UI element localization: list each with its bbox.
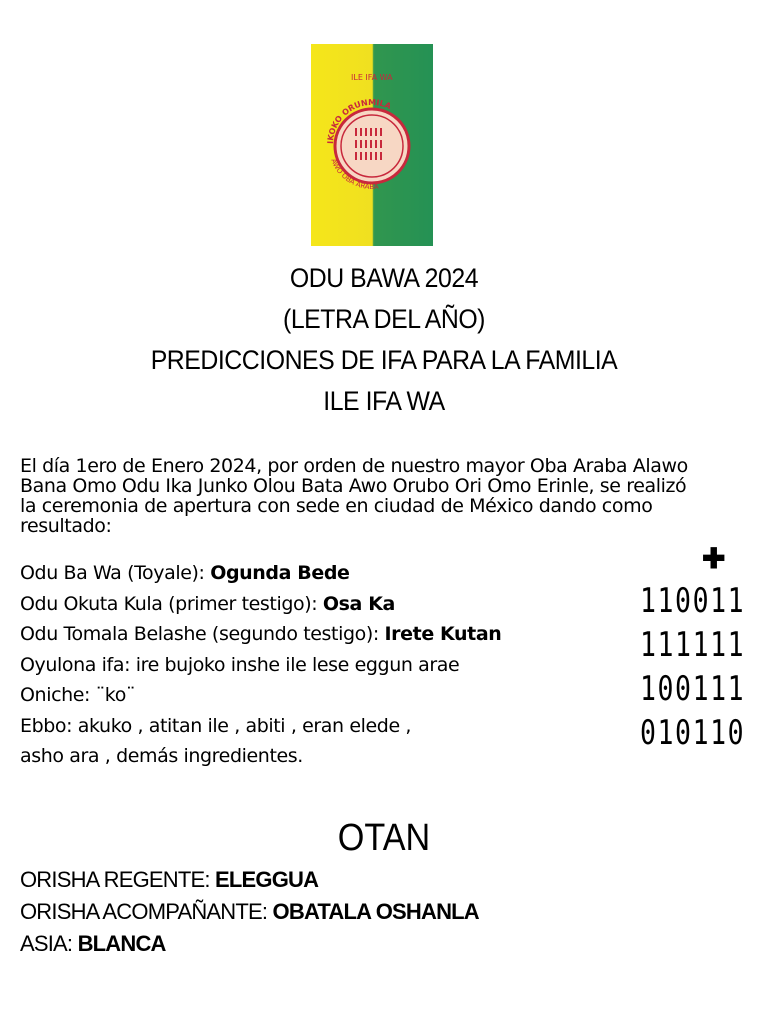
document-title	[31, 258, 738, 422]
otan-details	[20, 866, 720, 962]
intro-paragraph	[20, 456, 750, 536]
logo-arc-bottom-text: AWO OBA ARABA	[329, 157, 379, 192]
otan-heading: OTAN	[337, 817, 431, 859]
tomala-value: Irete Kutan	[384, 623, 502, 645]
odu-mark-row: 100111	[640, 669, 746, 709]
tomala-label: Odu Tomala Belashe (segundo testigo):	[20, 623, 385, 645]
acompanante-label: ORISHA ACOMPAÑANTE:	[20, 899, 273, 924]
odu-ba-wa-label: Odu Ba Wa (Toyale):	[20, 562, 211, 584]
asia-value: BLANCA	[77, 931, 166, 956]
okuta-row	[20, 591, 580, 622]
regente-label: ORISHA REGENTE:	[20, 867, 216, 892]
logo-top-text: ILE IFA WA	[351, 73, 393, 82]
title-line-3: PREDICCIONES DE IFA PARA LA FAMILIA	[150, 345, 618, 375]
acompanante-row	[20, 898, 720, 930]
odu-mark-row: 111111	[640, 625, 746, 665]
intro-line: la ceremonia de apertura con sede en ciudad de México dando como	[20, 495, 653, 517]
asia-label: ASIA:	[20, 931, 78, 956]
acompanante-value: OBATALA OSHANLA	[272, 899, 479, 924]
odu-ba-wa-value: Ogunda Bede	[210, 562, 350, 584]
oyulona-row: Oyulona ifa: ire bujoko inshe ile lese eggun arae	[20, 653, 460, 676]
regente-row	[20, 866, 720, 898]
intro-line: Bana Omo Odu Ika Junko Olou Bata Awo Orubo Ori Omo Erinle, se realizó	[20, 475, 687, 497]
logo-arc-top-text: IKOKO ORUNMILA	[325, 97, 393, 145]
ebbo-row-continued: asho ara , demás ingredientes.	[20, 745, 303, 767]
oniche-row: Oniche: ¨ko¨	[20, 684, 136, 706]
title-line-4: ILE IFA WA	[323, 386, 445, 416]
asia-row	[20, 930, 720, 962]
okuta-value: Osa Ka	[322, 592, 395, 615]
plus-icon: ✚	[702, 543, 726, 574]
odu-ba-wa-row	[20, 560, 580, 591]
ile-ifa-wa-logo	[311, 44, 433, 246]
ebbo-row: Ebbo: akuko , atitan ile , abiti , eran elede ,	[20, 714, 412, 737]
odu-mark-row: 110011	[640, 581, 746, 621]
intro-line: resultado:	[20, 515, 112, 537]
title-line-2: (LETRA DEL AÑO)	[283, 304, 485, 334]
okuta-label: Odu Okuta Kula (primer testigo):	[20, 592, 323, 615]
tomala-row	[20, 621, 580, 652]
title-line-1: ODU BAWA 2024	[289, 263, 479, 293]
regente-value: ELEGGUA	[215, 867, 319, 892]
intro-line: El día 1ero de Enero 2024, por orden de nuestro mayor Oba Araba Alawo	[20, 455, 688, 477]
odu-mark-row: 010110	[640, 713, 746, 753]
odu-details	[20, 560, 580, 774]
